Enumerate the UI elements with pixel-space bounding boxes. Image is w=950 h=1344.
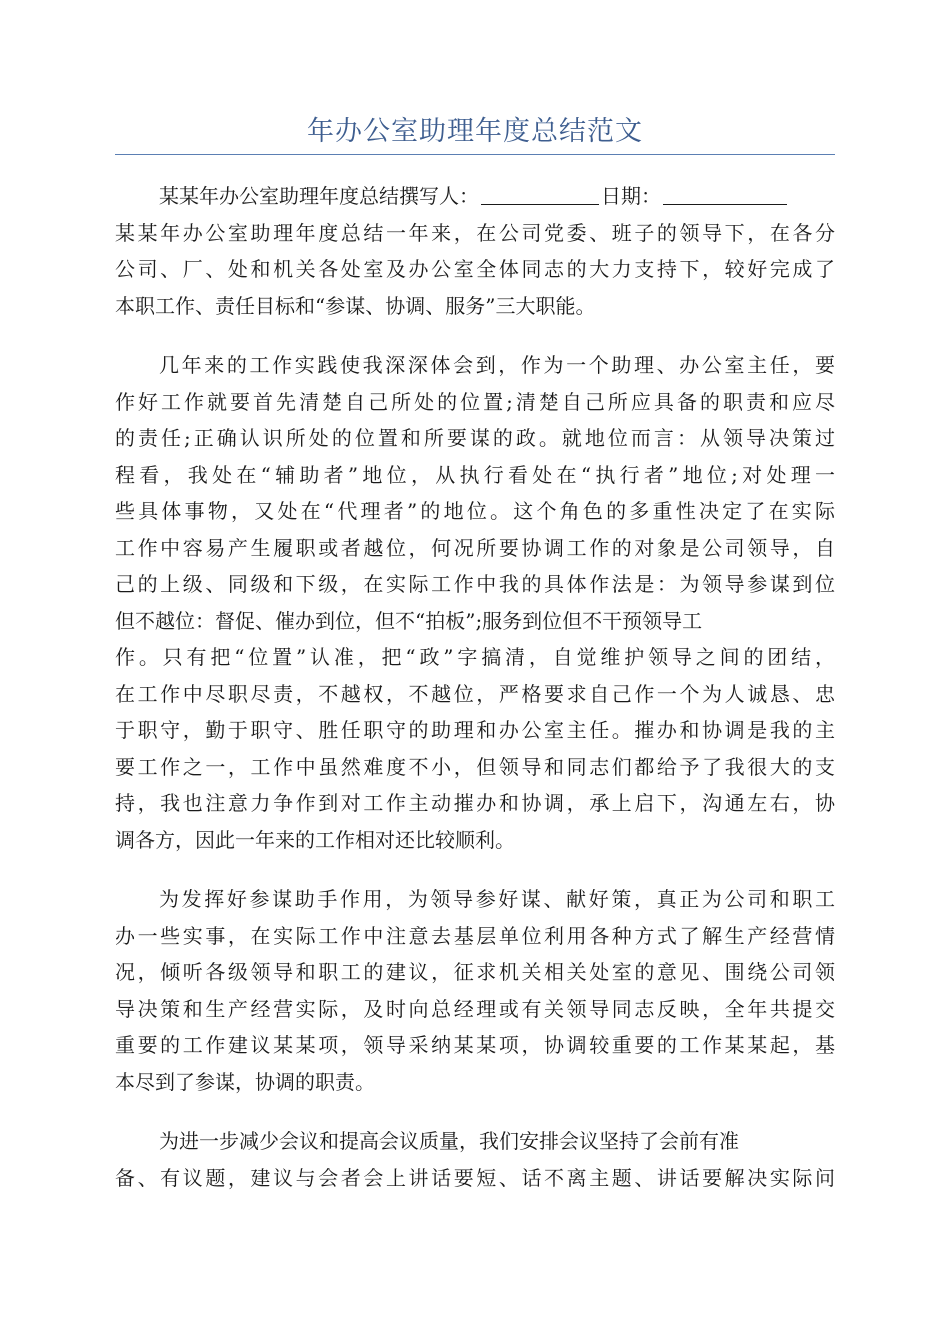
paragraph	[115, 178, 835, 324]
text-line: 程看，我处在“辅助者”地位，从执行看处在“执行者”地位;对处理一	[115, 462, 835, 487]
text-line: 为发挥好参谋助手作用，为领导参好谋、献好策，真正为公司和职工	[159, 887, 835, 911]
text-line: 的责任;正确认识所处的位置和所要谋的政。就地位而言：从领导决策过	[115, 426, 835, 450]
text-line: 本尽到了参谋，协调的职责。	[115, 1069, 375, 1094]
text-line: 调各方，因此一年来的工作相对还比较顺利。	[115, 827, 515, 852]
author-label: 某某年办公室助理年度总结撰写人：	[159, 184, 479, 208]
text-line: 要工作之一，工作中虽然难度不小，但领导和同志们都给予了我很大的支	[115, 754, 835, 779]
text-line: 工作中容易产生履职或者越位，何况所要协调工作的对象是公司领导，自	[115, 535, 835, 560]
text-line: 备、有议题，建议与会者会上讲话要短、话不离主题、讲话要解决实际问	[115, 1165, 835, 1190]
text-line: 在工作中尽职尽责，不越权，不越位，严格要求自己作一个为人诚恳、忠	[115, 681, 835, 706]
text-line: 导决策和生产经营实际，及时向总经理或有关领导同志反映，全年共提交	[115, 996, 835, 1021]
document-title: 年办公室助理年度总结范文	[307, 116, 643, 147]
text-line: 公司、厂、处和机关各处室及办公室全体同志的大力支持下，较好完成了	[115, 257, 835, 281]
text-line: 况，倾听各级领导和职工的建议，征求机关相关处室的意见、围绕公司领	[115, 960, 835, 984]
text-line: 于职守，勤于职守、胜任职守的助理和办公室主任。摧办和协调是我的主	[115, 718, 835, 742]
text-line: 办一些实事，在实际工作中注意去基层单位利用各种方式了解生产经营情	[115, 923, 835, 948]
document-body	[115, 178, 835, 1219]
text-line: 持，我也注意力争作到对工作主动摧办和协调，承上启下，沟通左右，协	[115, 791, 835, 815]
author-blank	[481, 184, 599, 205]
date-label: 日期：	[601, 184, 661, 208]
text-line: 但不越位：督促、催办到位，但不“拍板”;服务到位但不干预领导工	[115, 608, 703, 633]
text-line: 本职工作、责任目标和“参谋、协调、服务”三大职能。	[115, 293, 596, 318]
paragraph	[115, 881, 835, 1100]
text-line: 些具体事物，又处在“代理者”的地位。这个角色的多重性决定了在实际	[115, 499, 835, 523]
text-line: 某某年办公室助理年度总结一年来，在公司党委、班子的领导下，在各分	[115, 220, 835, 245]
paragraph	[115, 347, 835, 858]
text-line: 重要的工作建议某某项，领导采纳某某项，协调较重要的工作某某起，基	[115, 1033, 835, 1057]
title-underline	[115, 154, 835, 155]
text-line: 作好工作就要首先清楚自己所处的位置;清楚自己所应具备的职责和应尽	[115, 389, 835, 414]
paragraph	[115, 1123, 835, 1196]
text-line: 作。只有把“位置”认准，把“政”字搞清，自觉维护领导之间的团结，	[115, 645, 835, 669]
header-line	[115, 178, 835, 215]
date-blank	[663, 184, 787, 205]
text-line: 为进一步减少会议和提高会议质量，我们安排会议坚持了会前有准	[159, 1129, 739, 1153]
text-line: 己的上级、同级和下级，在实际工作中我的具体作法是：为领导参谋到位	[115, 572, 835, 596]
text-line: 几年来的工作实践使我深深体会到，作为一个助理、办公室主任，要	[159, 353, 835, 377]
